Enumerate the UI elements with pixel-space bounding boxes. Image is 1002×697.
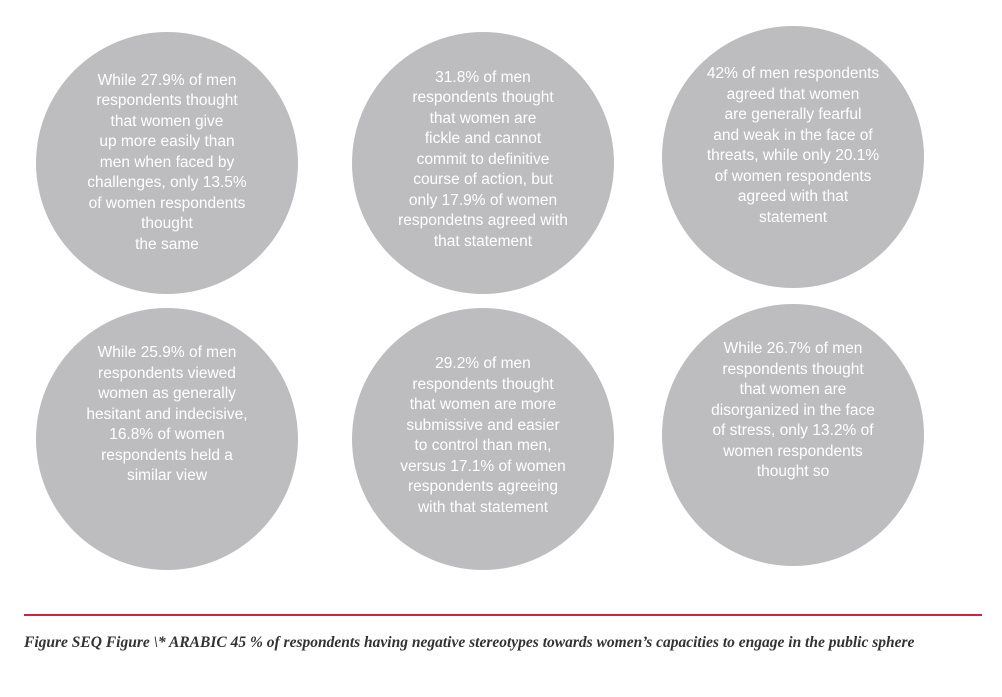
figure-caption: Figure SEQ Figure \* ARABIC 45 % of respondents having negative stereotypes towards women’s capacities to engage in the public sphere: [24, 634, 915, 651]
stat-circle-disorganized: [662, 304, 924, 566]
stat-circle-text: 31.8% of men respondents thought that women are fickle and cannot commit to definitive course of action, but only 17.9% of women respondetns agreed with that statement: [398, 68, 568, 250]
stat-circle-hesitant: [36, 308, 298, 570]
stat-circle-text: 29.2% of men respondents thought that women are more submissive and easier to control than men, versus 17.1% of women respondents agreeing with that statement: [400, 355, 566, 516]
stat-circle-fearful: [662, 26, 924, 288]
stat-circle-text: 42% of men respondents agreed that women are generally fearful and weak in the face of threats, while only 20.1% of women respondents agreed with that statement: [706, 65, 880, 226]
caption-divider: [24, 614, 982, 616]
stat-circle-text: While 27.9% of men respondents thought that women give up more easily than men when faced by challenges, only 13.5% of women respondents thought the same: [87, 71, 247, 253]
stat-circle-give-up: [36, 32, 298, 294]
stat-circle-fickle: [352, 32, 614, 294]
stat-circle-text: While 26.7% of men respondents thought that women are disorganized in the face of stress, only 13.2% of women respondents thought so: [711, 340, 875, 481]
stat-circle-submissive: [352, 308, 614, 570]
stat-circle-text: While 25.9% of men respondents viewed women as generally hesitant and indecisive, 16.8% of women respondents held a similar view: [86, 344, 248, 485]
